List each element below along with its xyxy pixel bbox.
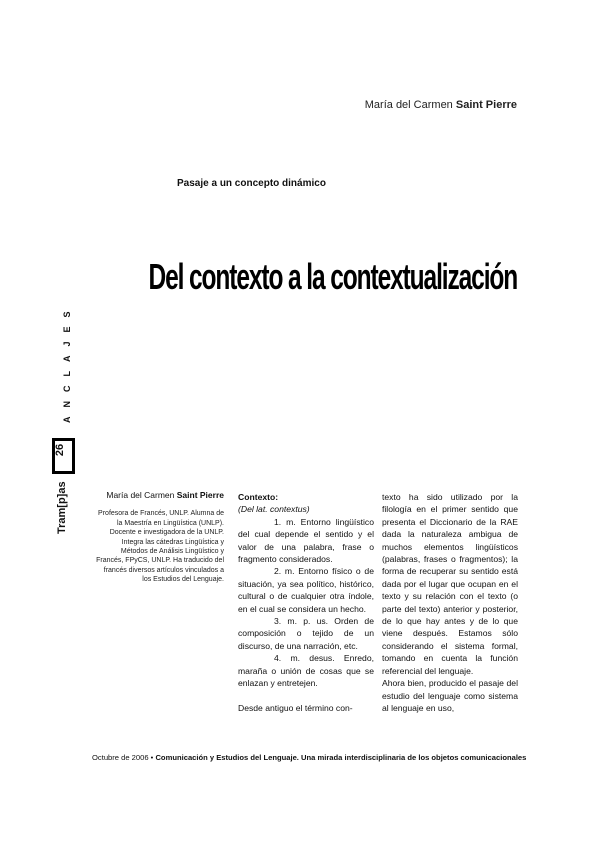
article-subtitle: Pasaje a un concepto dinámico (177, 178, 326, 189)
body-paragraph-start: Desde antiguo el término con- (238, 702, 353, 713)
journal-logo: Tram[p]as (56, 481, 68, 534)
definition-3: 3. m. p. us. Orden de composición o tejido de un discurso, de una narración, etc. (238, 616, 374, 651)
page-number: 26 (54, 443, 66, 457)
definition-2: 2. m. Entorno físico o de situación, ya sea político, histórico, cultural o de cualquier otra índole, en el cual se considera un hecho. (238, 566, 374, 614)
text-column-2 (382, 491, 518, 714)
body-paragraph-2: Ahora bien, producido el pasaje del estudio del lenguaje como sistema al lenguaje en uso, (382, 678, 518, 713)
section-label: ANCLAJES (62, 302, 72, 423)
article-title: Del contexto a la contextualización (148, 256, 517, 297)
page-footer (92, 753, 527, 762)
definition-term: Contexto: (238, 492, 279, 502)
definition-1: 1. m. Entorno lingüístico del cual depende el sentido y el valor de una palabra, frase o fragmento considerados. (238, 516, 374, 565)
footer-date: Octubre de 2006 • (92, 753, 156, 762)
author-bio (96, 491, 224, 585)
etymology: (Del lat. contextus) (238, 504, 310, 515)
author-last-name: Saint Pierre (455, 99, 517, 111)
definition-4: 4. m. desus. Enredo, maraña o unión de cosas que se enlazan y entretejen. (238, 653, 374, 689)
running-header-author (365, 99, 517, 111)
bio-text: Profesora de Francés, UNLP. Alumna de la Maestría en Lingüística (UNLP). Docente e investigadora de la UNLP. Integra las cátedras Lingüística y Métodos de Análisis Lingüístico y Francés, FPyCS, UNLP. Ha traducido del francés diversos artículos vinculados a los Estudios del Lenguaje. (96, 510, 224, 584)
text-column-1 (238, 491, 374, 714)
bio-first-name: María del Carmen (106, 490, 177, 500)
bio-author-name (96, 491, 224, 500)
bio-last-name: Saint Pierre (176, 490, 224, 500)
body-paragraph-1: texto ha sido utilizado por la filología en el primer sentido que presenta el Diccionario de la RAE dada la naturaleza ambigua de muchos elementos lingüísticos (palabras, frases o fragmentos); la forma de recuperar su sentido está dada por el lugar que ocupan en el texto y su relación con el texto (o parte del texto) anterior y posterior, de lo que hay antes y de lo que viene después. Estamos sólo considerando el sistema formal, tomando en cuenta la función referencial del lenguaje. (382, 492, 518, 676)
author-first-name: María del Carmen (364, 99, 456, 111)
footer-publication: Comunicación y Estudios del Lenguaje. Una mirada interdisciplinaria de los objetos comunicacionales (155, 753, 527, 762)
journal-side-tab (42, 298, 82, 534)
